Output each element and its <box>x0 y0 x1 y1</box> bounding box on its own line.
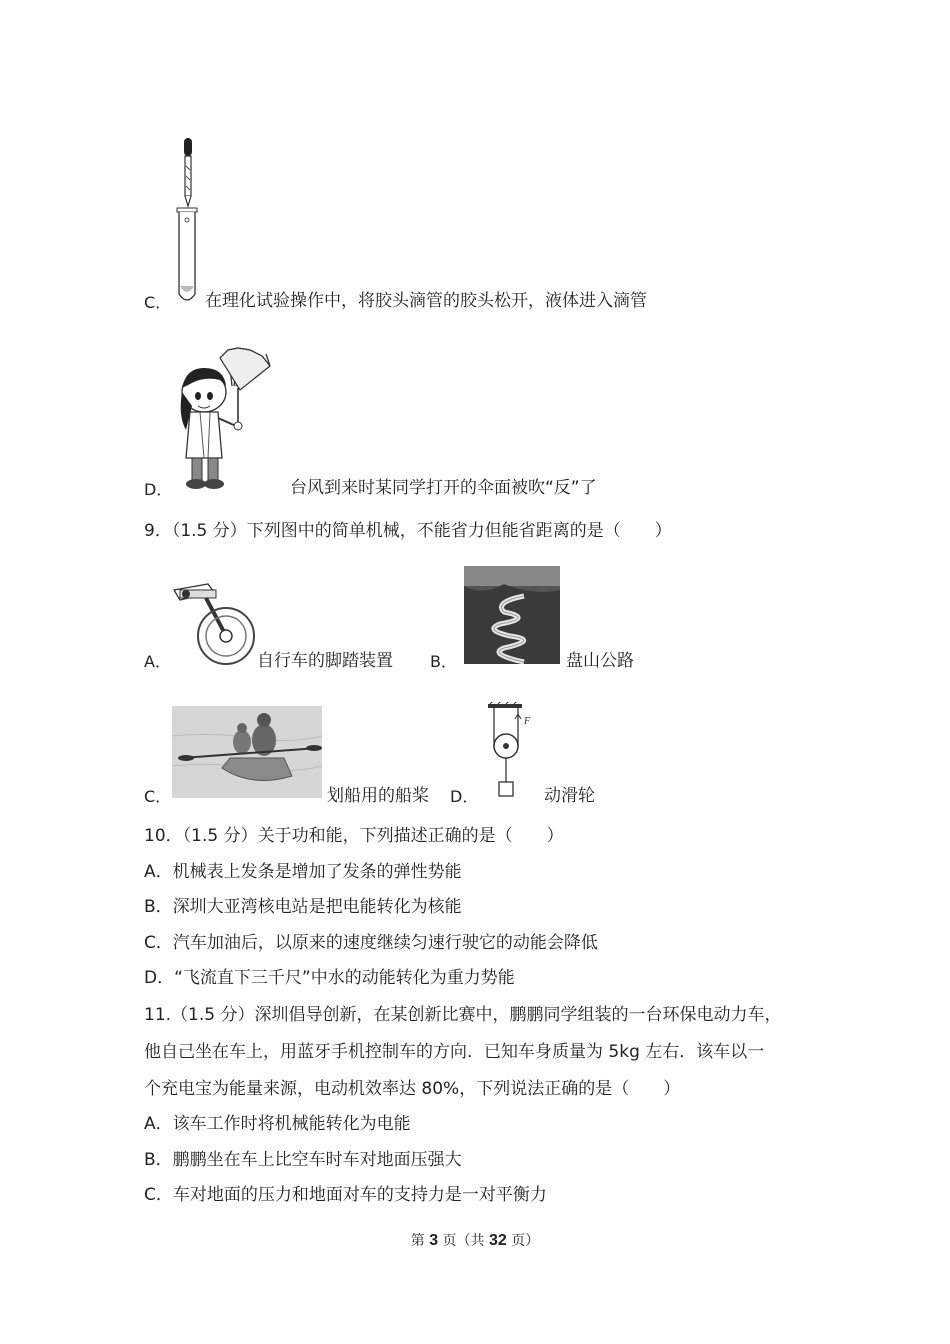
q11-option-b: B．鹏鹏坐在车上比空车时车对地面压强大 <box>144 1150 462 1170</box>
footer-total-pages: 32 <box>489 1232 507 1249</box>
bicycle-pedal-figure <box>168 580 258 666</box>
svg-text:F: F <box>524 716 531 727</box>
q8-option-d-label: D． <box>144 480 173 499</box>
q11-option-c: C．车对地面的压力和地面对车的支持力是一对平衡力 <box>144 1185 547 1205</box>
q11-option-a: A．该车工作时将机械能转化为电能 <box>144 1114 411 1134</box>
q9-stem: 9．（1.5 分）下列图中的简单机械，不能省力但能省距离的是（ ） <box>144 521 672 541</box>
q9-option-c-text: 划船用的船桨 <box>327 786 429 806</box>
q9-option-c-label: C． <box>144 787 172 806</box>
canoe-paddle-photo <box>172 706 322 798</box>
q9-option-b-label: B． <box>430 652 457 671</box>
q11-stem-line-1: 11.（1.5 分）深圳倡导创新，在某创新比赛中，鹏鹏同学组装的一台环保电动力车， <box>144 1005 782 1025</box>
footer-page-number: 3 <box>429 1232 439 1249</box>
q11-stem-line-2: 他自己坐在车上，用蓝牙手机控制车的方向．已知车身质量为 5kg 左右．该车以一 <box>144 1042 765 1062</box>
q10-stem: 10．（1.5 分）关于功和能，下列描述正确的是（ ） <box>144 826 564 846</box>
q11-stem-line-3: 个充电宝为能量来源，电动机效率达 80%，下列说法正确的是（ ） <box>144 1079 681 1099</box>
q9-option-d-text: 动滑轮 <box>544 786 595 806</box>
q10-option-b: B．深圳大亚湾核电站是把电能转化为核能 <box>144 897 462 917</box>
girl-umbrella-figure <box>170 346 285 492</box>
footer-suffix: 页） <box>511 1233 540 1249</box>
q10-option-a: A．机械表上发条是增加了发条的弹性势能 <box>144 862 462 882</box>
q9-option-a-text: 自行车的脚踏装置 <box>257 651 393 671</box>
page-footer <box>0 1230 950 1250</box>
mountain-road-photo <box>464 566 560 664</box>
movable-pulley-figure <box>486 702 536 800</box>
footer-middle: 页（共 <box>442 1233 485 1249</box>
q8-option-c-label: C． <box>144 293 172 312</box>
dropper-test-tube-figure <box>172 136 202 308</box>
q9-option-a-label: A． <box>144 652 171 671</box>
q9-option-d-label: D． <box>450 787 479 806</box>
q8-option-d-text: 台风到来时某同学打开的伞面被吹“反”了 <box>290 478 597 498</box>
q10-option-d: D．“飞流直下三千尺”中水的动能转化为重力势能 <box>144 968 515 988</box>
q10-option-c: C．汽车加油后，以原来的速度继续匀速行驶它的动能会降低 <box>144 933 598 953</box>
q9-option-b-text: 盘山公路 <box>566 651 634 671</box>
q8-option-c-text: 在理化试验操作中，将胶头滴管的胶头松开，液体进入滴管 <box>205 291 647 311</box>
footer-prefix: 第 <box>410 1233 425 1249</box>
